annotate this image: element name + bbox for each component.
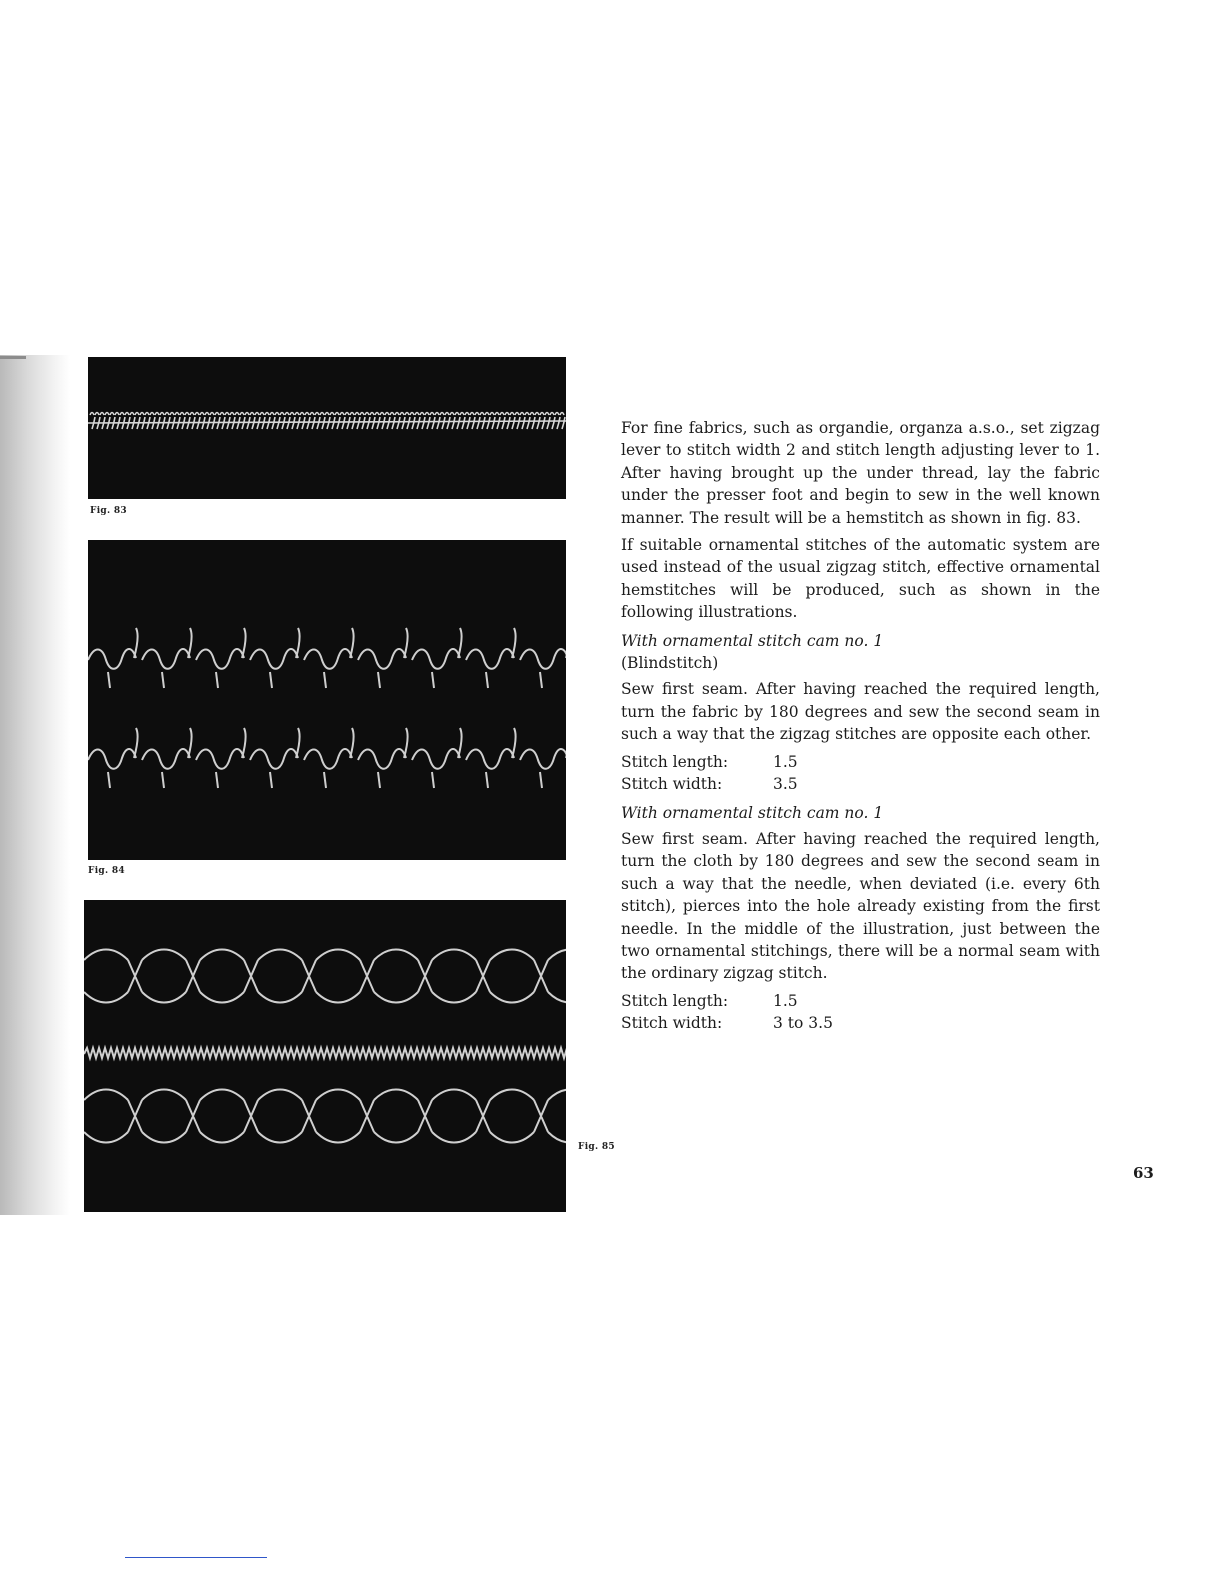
bottom-rule [125, 1557, 267, 1558]
fig85-caption: Fig. 85 [578, 1142, 615, 1152]
stitch-width-value: 3.5 [773, 775, 798, 794]
section1-subheading: (Blindstitch) [621, 654, 719, 673]
ornamental-paragraph: If suitable ornamental stitches of the automatic system are used instead of the usual zigzag stitch, effective ornamental hemstitches will be produced, such as shown in the following illustrations. [621, 536, 1100, 622]
section1-text: Sew first seam. After having reached the required length, turn the fabric by 180 degrees and sew the second seam in such a way that the zigzag stitches are opposite each other. [621, 680, 1100, 744]
intro-paragraph: For fine fabrics, such as organdie, organza a.s.o., set zigzag lever to stitch width 2 and stitch length adjusting lever to 1. After having brought up the under thread, lay the fabric under the presser foot and begin to sew in the well known manner. The result will be a hemstitch as shown in fig. 83. [621, 419, 1100, 527]
fig85-stitch-image [84, 900, 566, 1212]
cable-stitch-row-1 [84, 950, 566, 1003]
stitch-length-value: 1.5 [773, 752, 798, 771]
stitch-length-value: 1.5 [773, 991, 798, 1010]
section2-length-row [621, 990, 1100, 1012]
center-zigzag-seam [84, 1048, 566, 1058]
fig83-caption: Fig. 83 [90, 506, 127, 516]
stitch-length-label: Stitch length: [621, 991, 729, 1010]
fig84-photo [88, 540, 566, 860]
page-edge-shadow [0, 355, 70, 1215]
fig83-stitch-image [88, 357, 566, 499]
section2-width-row [621, 1012, 1100, 1034]
body-text-column [621, 417, 1100, 1041]
fig85-photo [84, 900, 566, 1212]
cable-stitch-row-2 [84, 1090, 566, 1143]
section1-length-row [621, 751, 1100, 773]
stitch-length-label: Stitch length: [621, 752, 729, 771]
stitch-width-value: 3 to 3.5 [773, 1014, 833, 1033]
section2-heading: With ornamental stitch cam no. 1 [621, 803, 884, 822]
fig83-photo [88, 357, 566, 499]
section1-specs [621, 751, 1100, 796]
page-edge-mark [0, 356, 26, 359]
blindstitch-row-2 [88, 749, 566, 769]
stitch-width-label: Stitch width: [621, 1014, 723, 1033]
section1-width-row [621, 773, 1100, 795]
fig84-stitch-image [88, 540, 566, 860]
section2-text: Sew first seam. After having reached the required length, turn the cloth by 180 degrees and sew the second seam in such a way that the needle, when deviated (i.e. every 6th stitch), pierces into the hole already existing from the first needle. In the middle of the illustration, just between the two ornamental stitchings, there will be a normal seam with the ordinary zigzag stitch. [621, 829, 1100, 983]
page-number: 63 [1133, 1164, 1154, 1182]
hemstitch-row-upper [90, 413, 564, 416]
section2-specs [621, 990, 1100, 1035]
stitch-width-label: Stitch width: [621, 775, 723, 794]
fig84-caption: Fig. 84 [88, 866, 125, 876]
section1-heading: With ornamental stitch cam no. 1 [621, 631, 884, 650]
blindstitch-row-1 [88, 649, 566, 669]
